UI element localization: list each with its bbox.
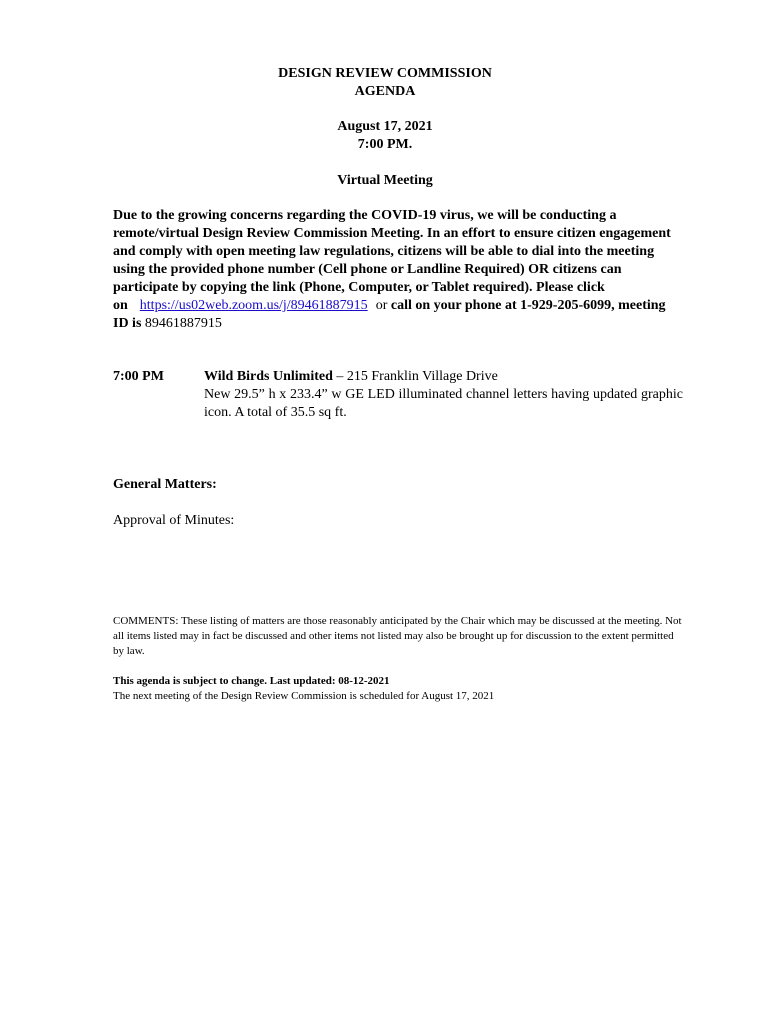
- next-meeting-notice: The next meeting of the Design Review Commission is scheduled for August 17, 2021: [113, 690, 495, 702]
- agenda-item-body: [204, 368, 683, 422]
- general-matters-heading: General Matters:: [113, 477, 217, 492]
- approval-of-minutes: Approval of Minutes:: [113, 513, 235, 528]
- business-address: – 215 Franklin Village Drive: [336, 369, 498, 384]
- meeting-type: Virtual Meeting: [337, 173, 433, 188]
- call-text: call on your phone at 1-929-205-6099, meeting ID is: [113, 298, 666, 331]
- meeting-id: 89461887915: [144, 316, 222, 331]
- comments-notice: COMMENTS: These listing of matters are those reasonably anticipated by the Chair which may be discussed at the meeting. Not all items listed may in fact be discussed and other items not listed may also be brought up for discussion to the extent permitted by law.: [113, 615, 682, 657]
- meeting-time: 7:00 PM.: [357, 137, 413, 152]
- zoom-link[interactable]: https://us02web.zoom.us/j/89461887915: [139, 298, 368, 313]
- or-text: or: [375, 298, 388, 313]
- change-notice-block: [113, 674, 683, 704]
- agenda-item-description: New 29.5” h x 233.4” w GE LED illuminated channel letters having updated graphic icon. A total of 35.5 sq ft.: [204, 387, 683, 420]
- agenda-item-heading: [204, 368, 683, 386]
- intro-text: Due to the growing concerns regarding the COVID-19 virus, we will be conducting a remote/virtual Design Review Commission Meeting. In an effort to ensure citizen engagement and comply with open meeting law regulations, citizens will be able to dial into the meeting using the provided phone number (Cell phone or Landline Required) OR citizens can participate by copying the link (Phone, Computer, or Tablet required). Please click on: [113, 208, 671, 313]
- agenda-item-time: 7:00 PM: [113, 369, 164, 384]
- title-line-agenda: AGENDA: [354, 84, 416, 99]
- meeting-date: August 17, 2021: [337, 119, 433, 134]
- intro-paragraph: [113, 207, 683, 333]
- change-notice: This agenda is subject to change. Last updated: 08-12-2021: [113, 675, 390, 687]
- meeting-datetime: [0, 118, 770, 154]
- business-name: Wild Birds Unlimited: [204, 369, 333, 384]
- document-title: [0, 65, 770, 101]
- title-line-commission: DESIGN REVIEW COMMISSION: [278, 66, 492, 81]
